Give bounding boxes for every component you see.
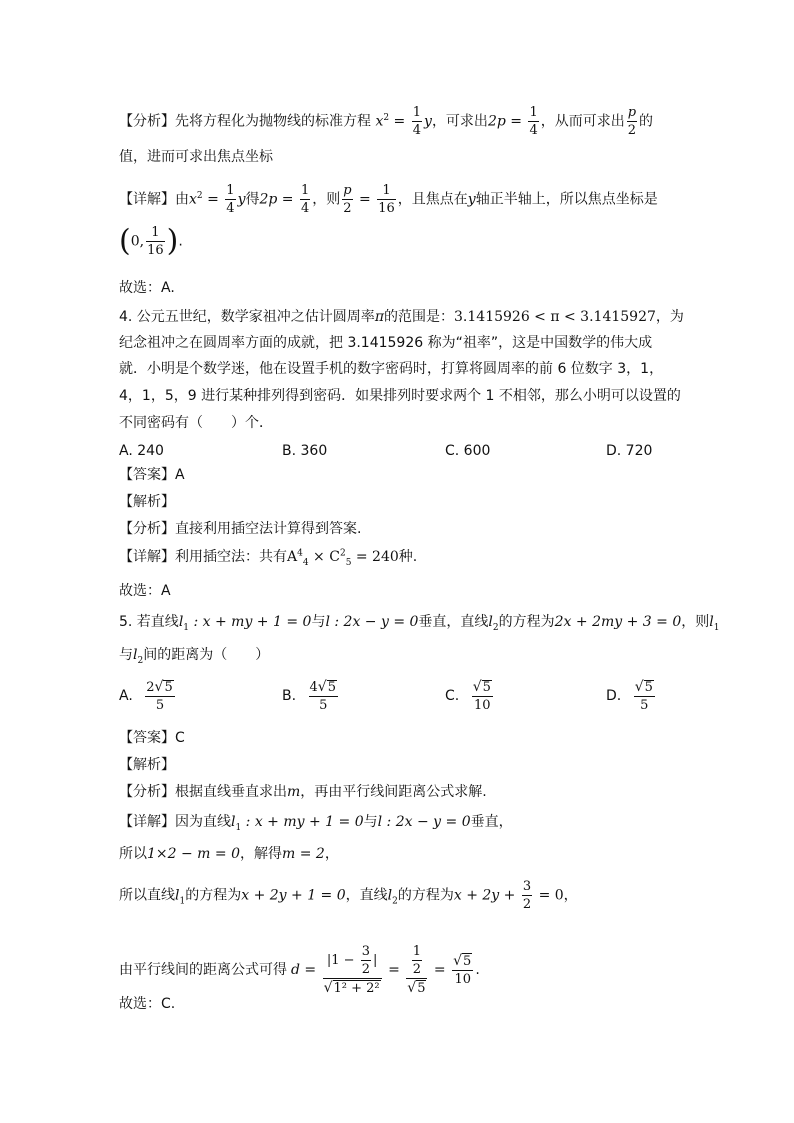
q5-option-a: A. 2 √ 5 5 — [119, 679, 173, 713]
q4-analysis: 【分析】直接利用插空法计算得到答案. — [119, 521, 362, 537]
fraction: $\frac{3}{2}$ — [522, 879, 532, 912]
q3-answer: 故选：A. — [119, 280, 175, 296]
fraction: |1 − $\frac{3}{2}$ | √1² + 2² — [323, 944, 380, 996]
q5-detail: 【详解】因为直线$l_1$ : x + my + 1 = 0与l : 2x − y = 0垂直， — [119, 814, 513, 833]
q5-option-c: C. √ 5 10 — [445, 679, 491, 713]
fraction: $\frac{1}{16}$ — [147, 225, 164, 258]
fraction: $\frac{1}{16}$ — [378, 183, 395, 216]
fraction: $\frac{p}{2}$ — [343, 183, 352, 216]
detail-tag: 【详解】 — [119, 191, 175, 208]
q4-stem-line2: 纪念祖冲之在圆周率方面的成就，把 3.1415926 称为“祖率”，这是中国数学的伟大成 — [119, 335, 653, 351]
q5-answer: 【答案】C — [119, 730, 185, 746]
q4-option-b: B. 360 — [282, 443, 328, 459]
q4-detail: 【详解】利用插空法：共有$A^4_4 \times C^2_5 = 240$种. — [119, 548, 418, 568]
q4-stem-line1: 4. 公元五世纪，数学家祖冲之估计圆周率π的范围是：3.1415926 < π < 3.1415927，为 — [119, 309, 684, 325]
fraction: $\frac{p}{2}$ — [627, 105, 637, 138]
q5-step2: 所以直线$l_1$的方程为x + 2y + 1 = 0，直线$l_2$的方程为x + 2y + $\frac{3}{2}$ = 0， — [119, 879, 578, 912]
q4-answer-line: 故选：A — [119, 583, 171, 599]
q4-stem-line4: 4，1，5，9 进行某种排列得到密码．如果排列时要求两个 1 不相邻，那么小明可以设置的 — [119, 388, 681, 404]
q5-jiexi: 【解析】 — [119, 757, 175, 773]
q4-option-a: A. 240 — [119, 443, 164, 459]
q3-analysis-cont: 值，进而可求出焦点坐标 — [119, 149, 273, 165]
fraction: $\frac{\frac{1}{2}}{√5}$ — [407, 944, 426, 996]
q5-step1: 所以1×2 − m = 0，解得m = 2， — [119, 846, 339, 862]
fraction: $\frac{√5}{10}$ — [453, 953, 472, 987]
fraction: $\frac{1}{4}$ — [226, 183, 235, 216]
q4-option-d: D. 720 — [606, 443, 653, 459]
q5-stem-line1: 5. 若直线$l_1$ : x + my + 1 = 0与l : 2x − y = 0垂直，直线$l_2$的方程为2x + 2my + 3 = 0，则$l_1$ — [119, 614, 720, 633]
q3-focus-coordinate: (0, $\frac{1}{16}$ ). — [119, 223, 183, 259]
q4-option-c: C. 600 — [445, 443, 491, 459]
fraction: $\frac{1}{4}$ — [300, 183, 310, 216]
q5-answer-line: 故选：C. — [119, 996, 176, 1012]
q3-detail: 【详解】由$x^2$ = $\frac{1}{4}$ y得2p = $\frac{1}{4}$ ，则 $\frac{p}{2}$ = $\frac{1}{16}$ ，且焦点在y轴正半轴上，所以焦点坐标是 — [119, 183, 658, 216]
q4-answer: 【答案】A — [119, 467, 185, 483]
q5-option-d: D. √ 5 5 — [606, 679, 653, 713]
q4-jiexi: 【解析】 — [119, 494, 175, 510]
q5-step3: 由平行线间的距离公式可得 d = |1 − $\frac{3}{2}$ | √1² + 2² = $\frac{\frac{1}{2}}{√5}$ = $\frac{√5}{10}$ . — [119, 944, 480, 996]
q4-stem-line5: 不同密码有（ ）个． — [119, 415, 273, 431]
analysis-tag: 【分析】 — [119, 113, 175, 130]
q5-analysis: 【分析】根据直线垂直求出m，再由平行线间距离公式求解. — [119, 784, 487, 800]
q5-option-b: B. 4 √ 5 5 — [282, 679, 336, 713]
fraction: $\frac{1}{4}$ — [412, 105, 422, 138]
fraction: $\frac{1}{4}$ — [529, 105, 538, 138]
q4-stem-line3: 就．小明是个数学迷，他在设置手机的数字密码时，打算将圆周率的前 6 位数字 3，1， — [119, 361, 664, 377]
q5-stem-line2: 与$l_2$间的距离为（ ） — [119, 647, 270, 666]
q3-analysis: 【分析】先将方程化为抛物线的标准方程 $x^2$ = $\frac{1}{4}$ y，可求出2p = $\frac{1}{4}$ ，从而可求出 $\frac{p}{2}$ 的 — [119, 105, 654, 138]
